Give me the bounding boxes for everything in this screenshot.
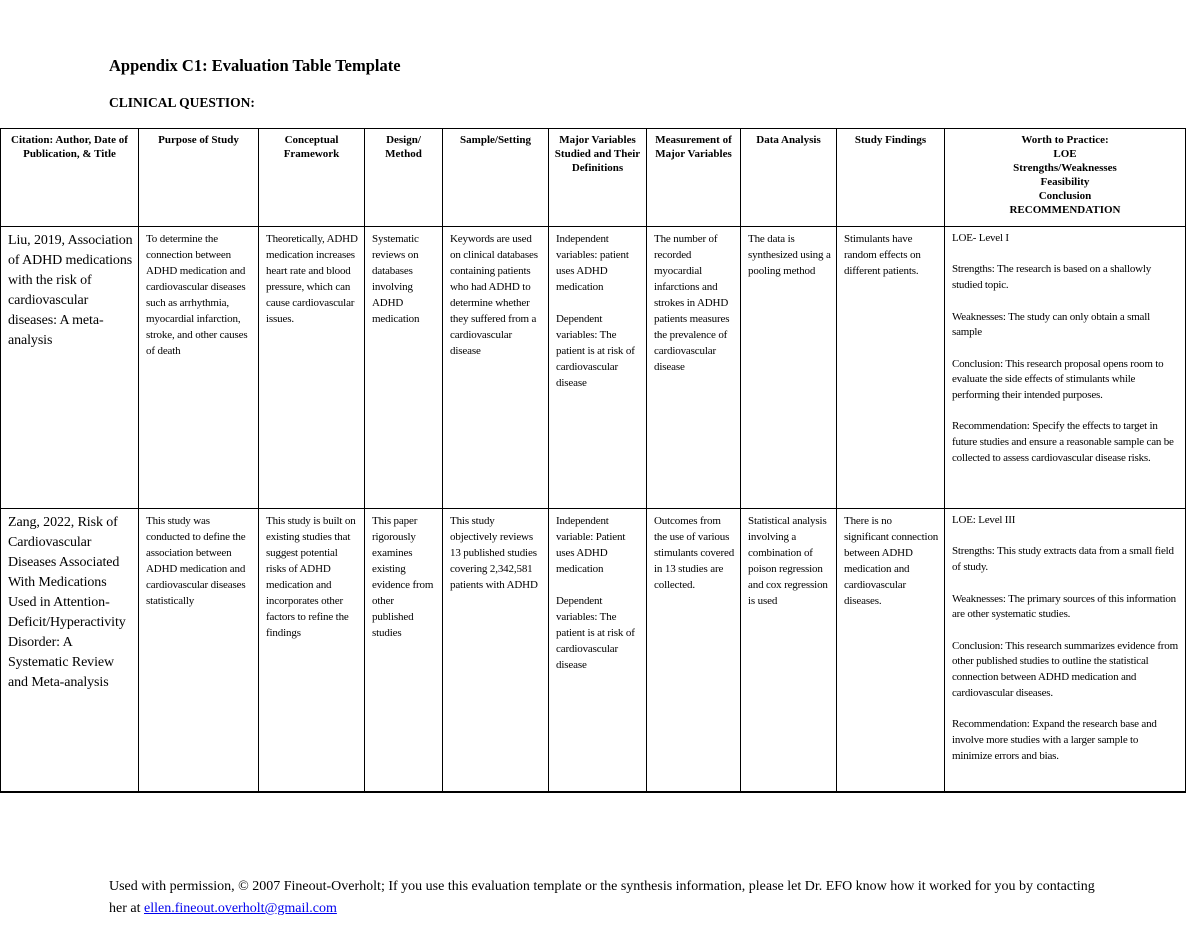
cell-sample: This study objectively reviews 13 published studies covering 2,342,581 patients with ADHD [443, 509, 549, 792]
header-analysis: Data Analysis [741, 129, 837, 227]
header-worth: Worth to Practice: LOE Strengths/Weaknesses Feasibility Conclusion RECOMMENDATION [945, 129, 1186, 227]
cell-citation: Liu, 2019, Association of ADHD medications with the risk of cardiovascular diseases: A meta-analysis [1, 227, 139, 509]
cell-framework: Theoretically, ADHD medication increases heart rate and blood pressure, which can cause cardiovascular issues. [259, 227, 365, 509]
footer [109, 876, 1109, 920]
email-link[interactable]: ellen.fineout.overholt@gmail.com [143, 901, 337, 916]
cell-findings: There is no significant connection between ADHD medication and cardiovascular diseases. [837, 509, 945, 792]
header-framework: Conceptual Framework [259, 129, 365, 227]
cell-analysis: The data is synthesized using a pooling method [741, 227, 837, 509]
cell-purpose: To determine the connection between ADHD medication and cardiovascular diseases such as arrhythmia, myocardial infarction, stroke, and other causes of death [139, 227, 259, 509]
cell-framework: This study is built on existing studies that suggest potential risks of ADHD medication and incorporates other factors to refine the findings [259, 509, 365, 792]
clinical-question-label: CLINICAL QUESTION: [109, 95, 255, 110]
cell-purpose: This study was conducted to define the association between ADHD medication and cardiovascular diseases statistically [139, 509, 259, 792]
cell-design: This paper rigorously examines existing evidence from other published studies [365, 509, 443, 792]
header-variables: Major Variables Studied and Their Definitions [549, 129, 647, 227]
header-sample: Sample/Setting [443, 129, 549, 227]
header-measurement: Measurement of Major Variables [647, 129, 741, 227]
cell-worth: LOE: Level III Strengths: This study extracts data from a small field of study. Weaknesses: The primary sources of this information are other systematic studies. Conclusion: This research summarizes evidence from other published studies to outline the statistical connection between ADHD medication and cardiovascular diseases. Recommendation: Expand the research base and involve more studies with a larger sample to minimize errors and bias. [945, 509, 1186, 792]
header-design: Design/ Method [365, 129, 443, 227]
cell-sample: Keywords are used on clinical databases containing patients who had ADHD to determine whether they suffered from a cardiovascular disease [443, 227, 549, 509]
header-purpose: Purpose of Study [139, 129, 259, 227]
cell-measurement: The number of recorded myocardial infarctions and strokes in ADHD patients measures the prevalence of cardiovascular disease [647, 227, 741, 509]
cell-design: Systematic reviews on databases involving ADHD medication [365, 227, 443, 509]
table-row [1, 227, 1186, 509]
table-row [1, 509, 1186, 792]
cell-variables: Independent variable: Patient uses ADHD medication Dependent variables: The patient is at risk of cardiovascular disease [549, 509, 647, 792]
cell-analysis: Statistical analysis involving a combination of poison regression and cox regression is used [741, 509, 837, 792]
evaluation-table [0, 128, 1186, 793]
header-row [1, 129, 1186, 227]
cell-measurement: Outcomes from the use of various stimulants covered in 13 studies are collected. [647, 509, 741, 792]
header-citation: Citation: Author, Date of Publication, & Title [1, 129, 139, 227]
footer-text: Used with permission, © 2007 Fineout-Overholt; If you use this evaluation template or the synthesis information, please let Dr. EFO know how it worked for you by contacting her at [109, 879, 1095, 916]
cell-citation: Zang, 2022, Risk of Cardiovascular Diseases Associated With Medications Used in Attention-Deficit/Hyperactivity Disorder: A Systematic Review and Meta-analysis [1, 509, 139, 792]
header-findings: Study Findings [837, 129, 945, 227]
document-title: Appendix C1: Evaluation Table Template [109, 56, 401, 75]
cell-findings: Stimulants have random effects on different patients. [837, 227, 945, 509]
cell-variables: Independent variables: patient uses ADHD medication Dependent variables: The patient is at risk of cardiovascular disease [549, 227, 647, 509]
cell-worth: LOE- Level I Strengths: The research is based on a shallowly studied topic. Weaknesses: The study can only obtain a small sample Conclusion: This research proposal opens room to evaluate the side effects of stimulants while performing their intended purposes. Recommendation: Specify the effects to target in future studies and ensure a reasonable sample can be collected to assess cardiovascular disease risks. [945, 227, 1186, 509]
